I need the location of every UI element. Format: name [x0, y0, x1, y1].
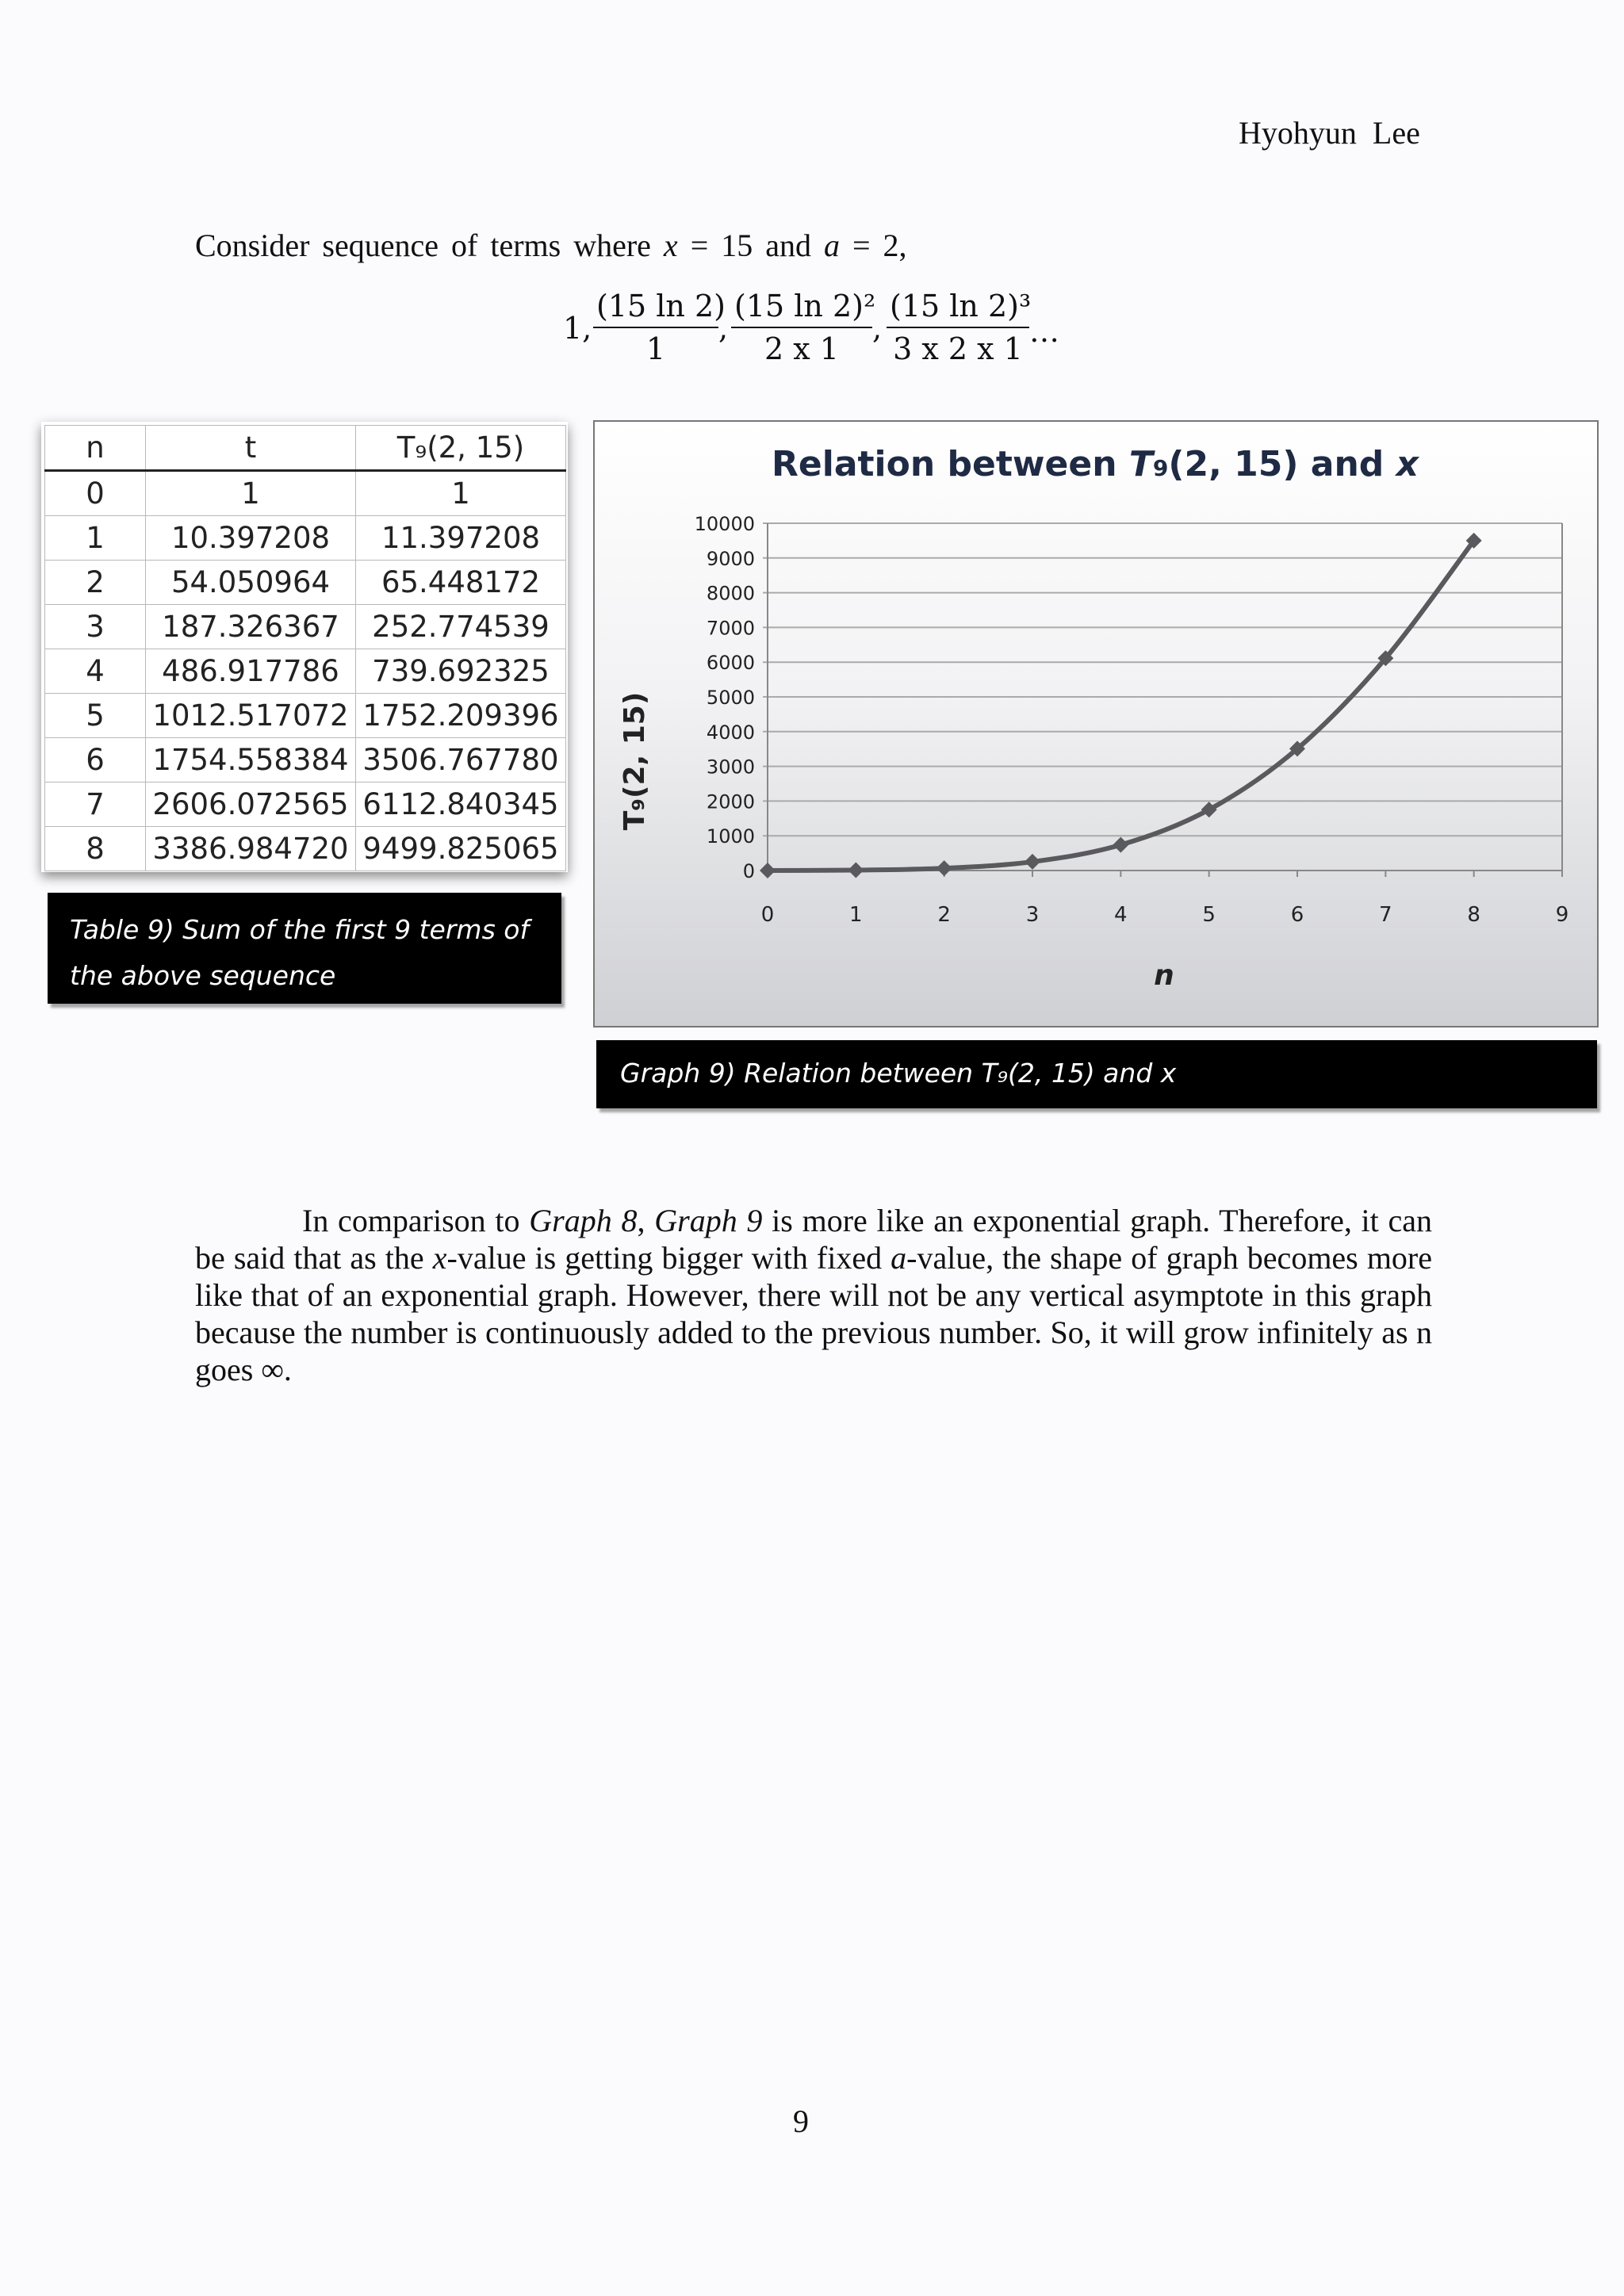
table-cell: 3: [45, 605, 146, 649]
table-cell: 3386.984720: [146, 827, 356, 871]
y-tick-label: 6000: [706, 652, 755, 675]
table-row: [45, 694, 566, 738]
y-axis-label: T₉(2, 15): [619, 691, 651, 831]
y-tick-label: 10000: [694, 513, 755, 535]
series-line: [768, 541, 1474, 871]
table-cell: 0: [45, 471, 146, 516]
table-cell: 9499.825065: [356, 827, 566, 871]
y-tick-label: 8000: [706, 582, 755, 605]
data-point-marker: [1113, 837, 1128, 853]
table-row: [45, 516, 566, 561]
table-cell: 5: [45, 694, 146, 738]
formula-comma: ,: [718, 311, 729, 346]
y-tick-label: 9000: [706, 547, 755, 570]
column-header: n: [45, 426, 146, 471]
table-cell: 10.397208: [146, 516, 356, 561]
table-row: [45, 649, 566, 694]
table-cell: 6: [45, 738, 146, 783]
y-tick-label: 0: [742, 860, 755, 882]
table-caption-line: Table 9) Sum of the first 9 terms of: [70, 914, 530, 945]
data-table: [44, 425, 566, 871]
table-cell: 1: [45, 516, 146, 561]
formula-comma: ,: [872, 311, 883, 346]
formula-fraction-1: (15 ln 2) 1: [593, 289, 718, 366]
column-header: T₉(2, 15): [356, 426, 566, 471]
y-tick-label: 2000: [706, 790, 755, 813]
table-cell: 1754.558384: [146, 738, 356, 783]
table-cell: 11.397208: [356, 516, 566, 561]
table-caption: [48, 893, 561, 1004]
table-row: [45, 561, 566, 605]
table-row: [45, 738, 566, 783]
y-tick-label: 4000: [706, 721, 755, 744]
column-header: t: [146, 426, 356, 471]
table-cell: 6112.840345: [356, 783, 566, 827]
x-tick-label: 2: [937, 903, 951, 927]
table-header-row: [45, 426, 566, 471]
x-tick-label: 6: [1290, 903, 1304, 927]
line-chart: [595, 422, 1597, 1026]
table-cell: 3506.767780: [356, 738, 566, 783]
y-tick-label: 1000: [706, 825, 755, 848]
x-tick-label: 0: [760, 903, 775, 927]
table-cell: 252.774539: [356, 605, 566, 649]
formula-fraction-2: (15 ln 2)² 2 x 1: [731, 289, 872, 366]
x-tick-label: 3: [1025, 903, 1040, 927]
author-name: Hyohyun Lee: [1239, 115, 1420, 151]
x-tick-label: 1: [849, 903, 863, 927]
table-cell: 4: [45, 649, 146, 694]
data-point-marker: [936, 860, 952, 876]
formula-fraction-3: (15 ln 2)³ 3 x 2 x 1: [887, 289, 1029, 366]
table-cell: 187.326367: [146, 605, 356, 649]
table-cell: 54.050964: [146, 561, 356, 605]
y-tick-label: 7000: [706, 617, 755, 640]
table-caption-line: the above sequence: [70, 960, 336, 991]
y-tick-label: 5000: [706, 687, 755, 709]
page-number: 9: [793, 2103, 809, 2139]
y-tick-label: 3000: [706, 756, 755, 779]
table-cell: 1752.209396: [356, 694, 566, 738]
table-cell: 7: [45, 783, 146, 827]
data-point-marker: [760, 863, 776, 878]
table-cell: 486.917786: [146, 649, 356, 694]
table-cell: 2606.072565: [146, 783, 356, 827]
x-tick-label: 8: [1467, 903, 1480, 927]
formula-first-term: 1,: [563, 311, 592, 346]
table-row: [45, 471, 566, 516]
table-row: [45, 827, 566, 871]
table-cell: 65.448172: [356, 561, 566, 605]
sequence-formula: [555, 282, 1063, 377]
table-cell: 1: [146, 471, 356, 516]
x-tick-label: 9: [1555, 903, 1569, 927]
x-axis-label: n: [1154, 959, 1174, 992]
table-row: [45, 783, 566, 827]
table-cell: 8: [45, 827, 146, 871]
data-point-marker: [1025, 854, 1040, 870]
table-row: [45, 605, 566, 649]
table-cell: 739.692325: [356, 649, 566, 694]
formula-ellipsis: …: [1029, 314, 1059, 349]
graph-caption: Graph 9) Relation between T₉(2, 15) and x: [596, 1040, 1597, 1108]
chart-title: Relation between T9(2, 15) and x: [772, 444, 1419, 484]
x-tick-label: 4: [1114, 903, 1128, 927]
x-tick-label: 7: [1379, 903, 1392, 927]
chart-container: [593, 420, 1599, 1027]
table-cell: 1: [356, 471, 566, 516]
x-tick-label: 5: [1202, 903, 1216, 927]
intro-sentence: Consider sequence of terms where x = 15 and a = 2,: [195, 228, 907, 263]
body-paragraph: In comparison to Graph 8, Graph 9 is more like an exponential graph. Therefore, it can be said that as the x-value is getting bigger with fixed a-value, the shape of graph becomes more like that of an exponential graph. However, there will not be any vertical asymptote in this graph because the number is continuously added to the previous number. So, it will grow infinitely as n goes ∞.: [195, 1203, 1433, 1387]
data-point-marker: [848, 863, 864, 878]
table-cell: 1012.517072: [146, 694, 356, 738]
table-cell: 2: [45, 561, 146, 605]
